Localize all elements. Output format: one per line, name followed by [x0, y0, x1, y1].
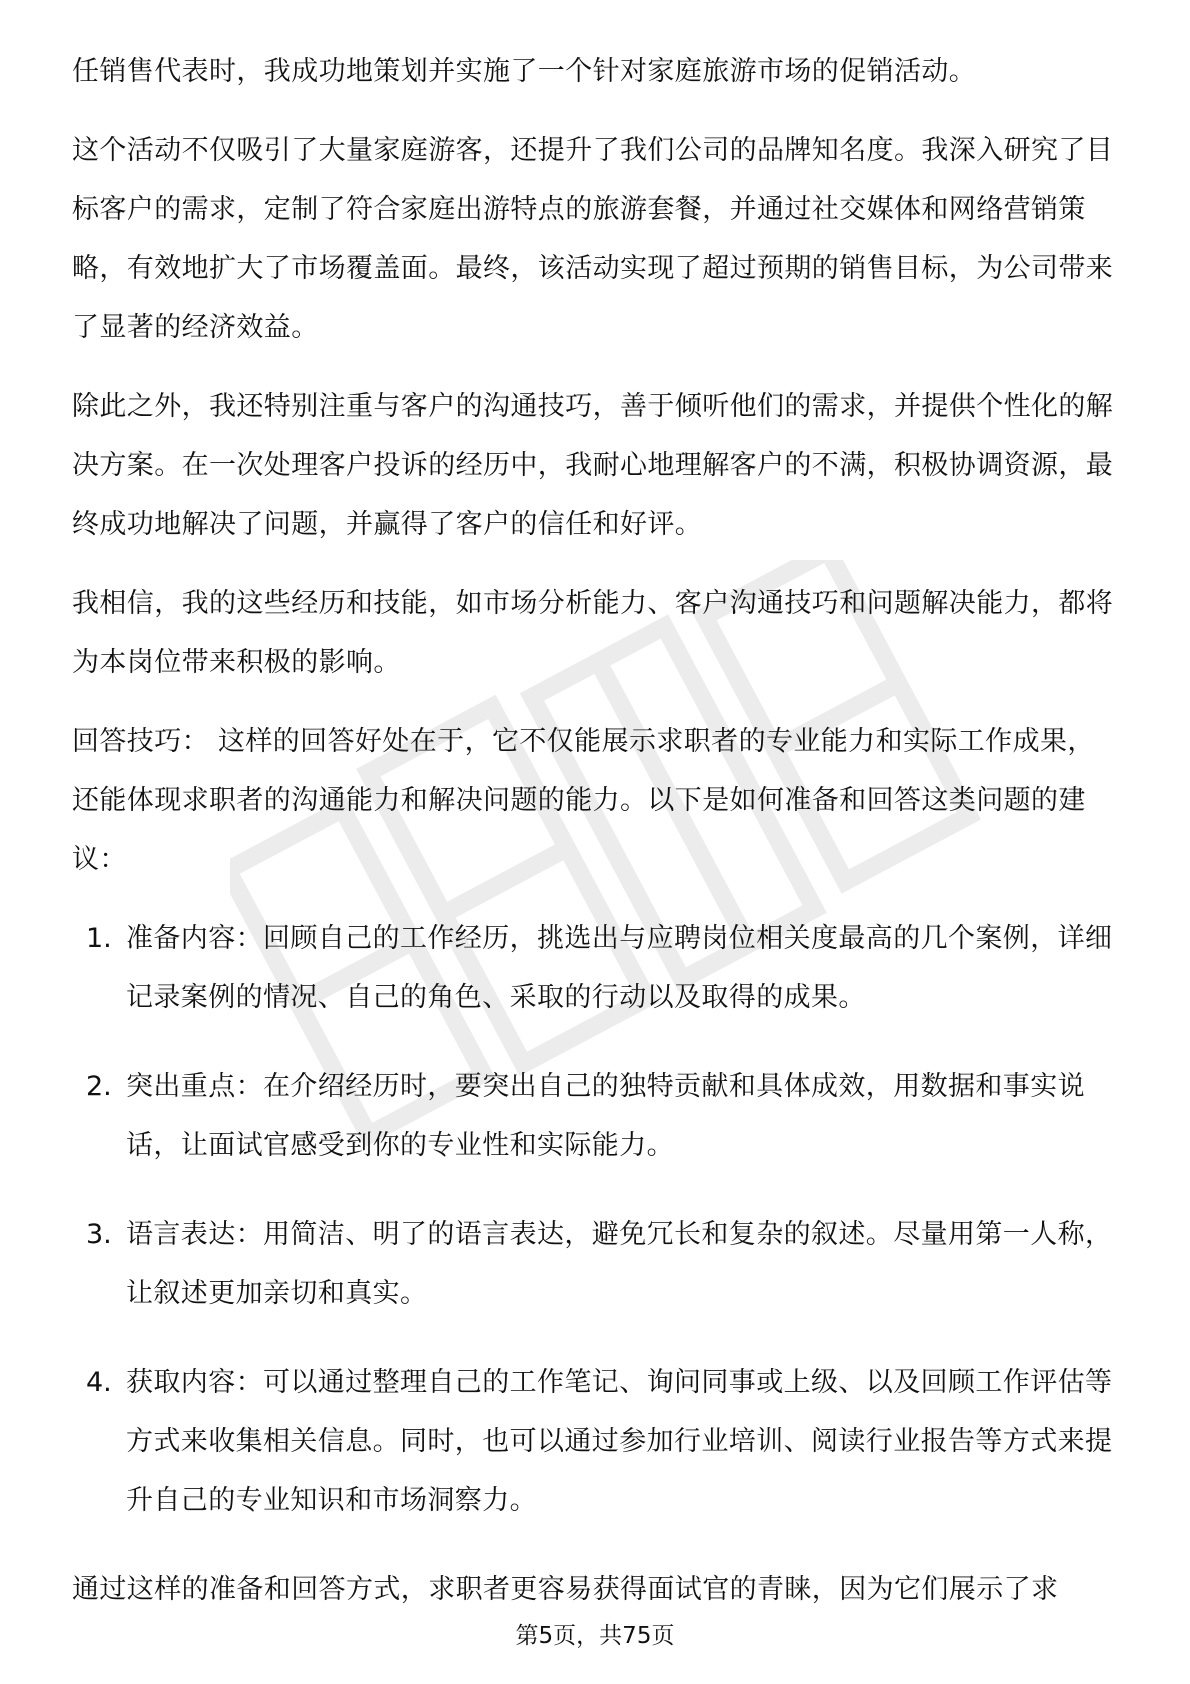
- paragraph-intro: 任销售代表时，我成功地策划并实施了一个针对家庭旅游市场的促销活动。: [72, 56, 977, 87]
- list-item-number: 1.: [86, 923, 112, 954]
- page-number-footer: 第5页，共75页: [515, 1623, 675, 1649]
- list-item-text: 语言表达：用简洁、明了的语言表达，避免冗长和复杂的叙述。尽量用第一人称，让叙述更加亲切和真实。: [126, 1219, 1113, 1309]
- list-item: [72, 909, 1122, 1027]
- list-item-text: 突出重点：在介绍经历时，要突出自己的独特贡献和具体成效，用数据和事实说话，让面试官感受到你的专业性和实际能力。: [126, 1071, 1085, 1161]
- tips-list: [72, 909, 1122, 1530]
- list-item: [72, 1057, 1122, 1175]
- list-item-number: 2.: [86, 1071, 112, 1102]
- paragraph-communication: 除此之外，我还特别注重与客户的沟通技巧，善于倾听他们的需求，并提供个性化的解决方案。在一次处理客户投诉的经历中，我耐心地理解客户的不满，积极协调资源，最终成功地解决了问题，并赢得了客户的信任和好评。: [72, 391, 1114, 540]
- list-item-number: 3.: [86, 1219, 112, 1250]
- paragraph-activity: 这个活动不仅吸引了大量家庭游客，还提升了我们公司的品牌知名度。我深入研究了目标客户的需求，定制了符合家庭出游特点的旅游套餐，并通过社交媒体和网络营销策略，有效地扩大了市场覆盖面。最终，该活动实现了超过预期的销售目标，为公司带来了显著的经济效益。: [72, 135, 1114, 343]
- document-page: [72, 42, 1122, 1619]
- paragraph-belief: 我相信，我的这些经历和技能，如市场分析能力、客户沟通技巧和问题解决能力，都将为本岗位带来积极的影响。: [72, 588, 1114, 678]
- paragraph-closing: 通过这样的准备和回答方式，求职者更容易获得面试官的青睐，因为它们展示了求: [72, 1574, 1059, 1605]
- list-item-number: 4.: [86, 1367, 112, 1398]
- list-item-text: 准备内容：回顾自己的工作经历，挑选出与应聘岗位相关度最高的几个案例，详细记录案例的情况、自己的角色、采取的行动以及取得的成果。: [126, 923, 1113, 1013]
- list-item: [72, 1205, 1122, 1323]
- paragraph-answer-tips: 回答技巧： 这样的回答好处在于，它不仅能展示求职者的专业能力和实际工作成果，还能体现求职者的沟通能力和解决问题的能力。以下是如何准备和回答这类问题的建议：: [72, 726, 1095, 875]
- list-item-text: 获取内容：可以通过整理自己的工作笔记、询问同事或上级、以及回顾工作评估等方式来收集相关信息。同时，也可以通过参加行业培训、阅读行业报告等方式来提升自己的专业知识和市场洞察力。: [126, 1367, 1113, 1516]
- list-item: [72, 1353, 1122, 1530]
